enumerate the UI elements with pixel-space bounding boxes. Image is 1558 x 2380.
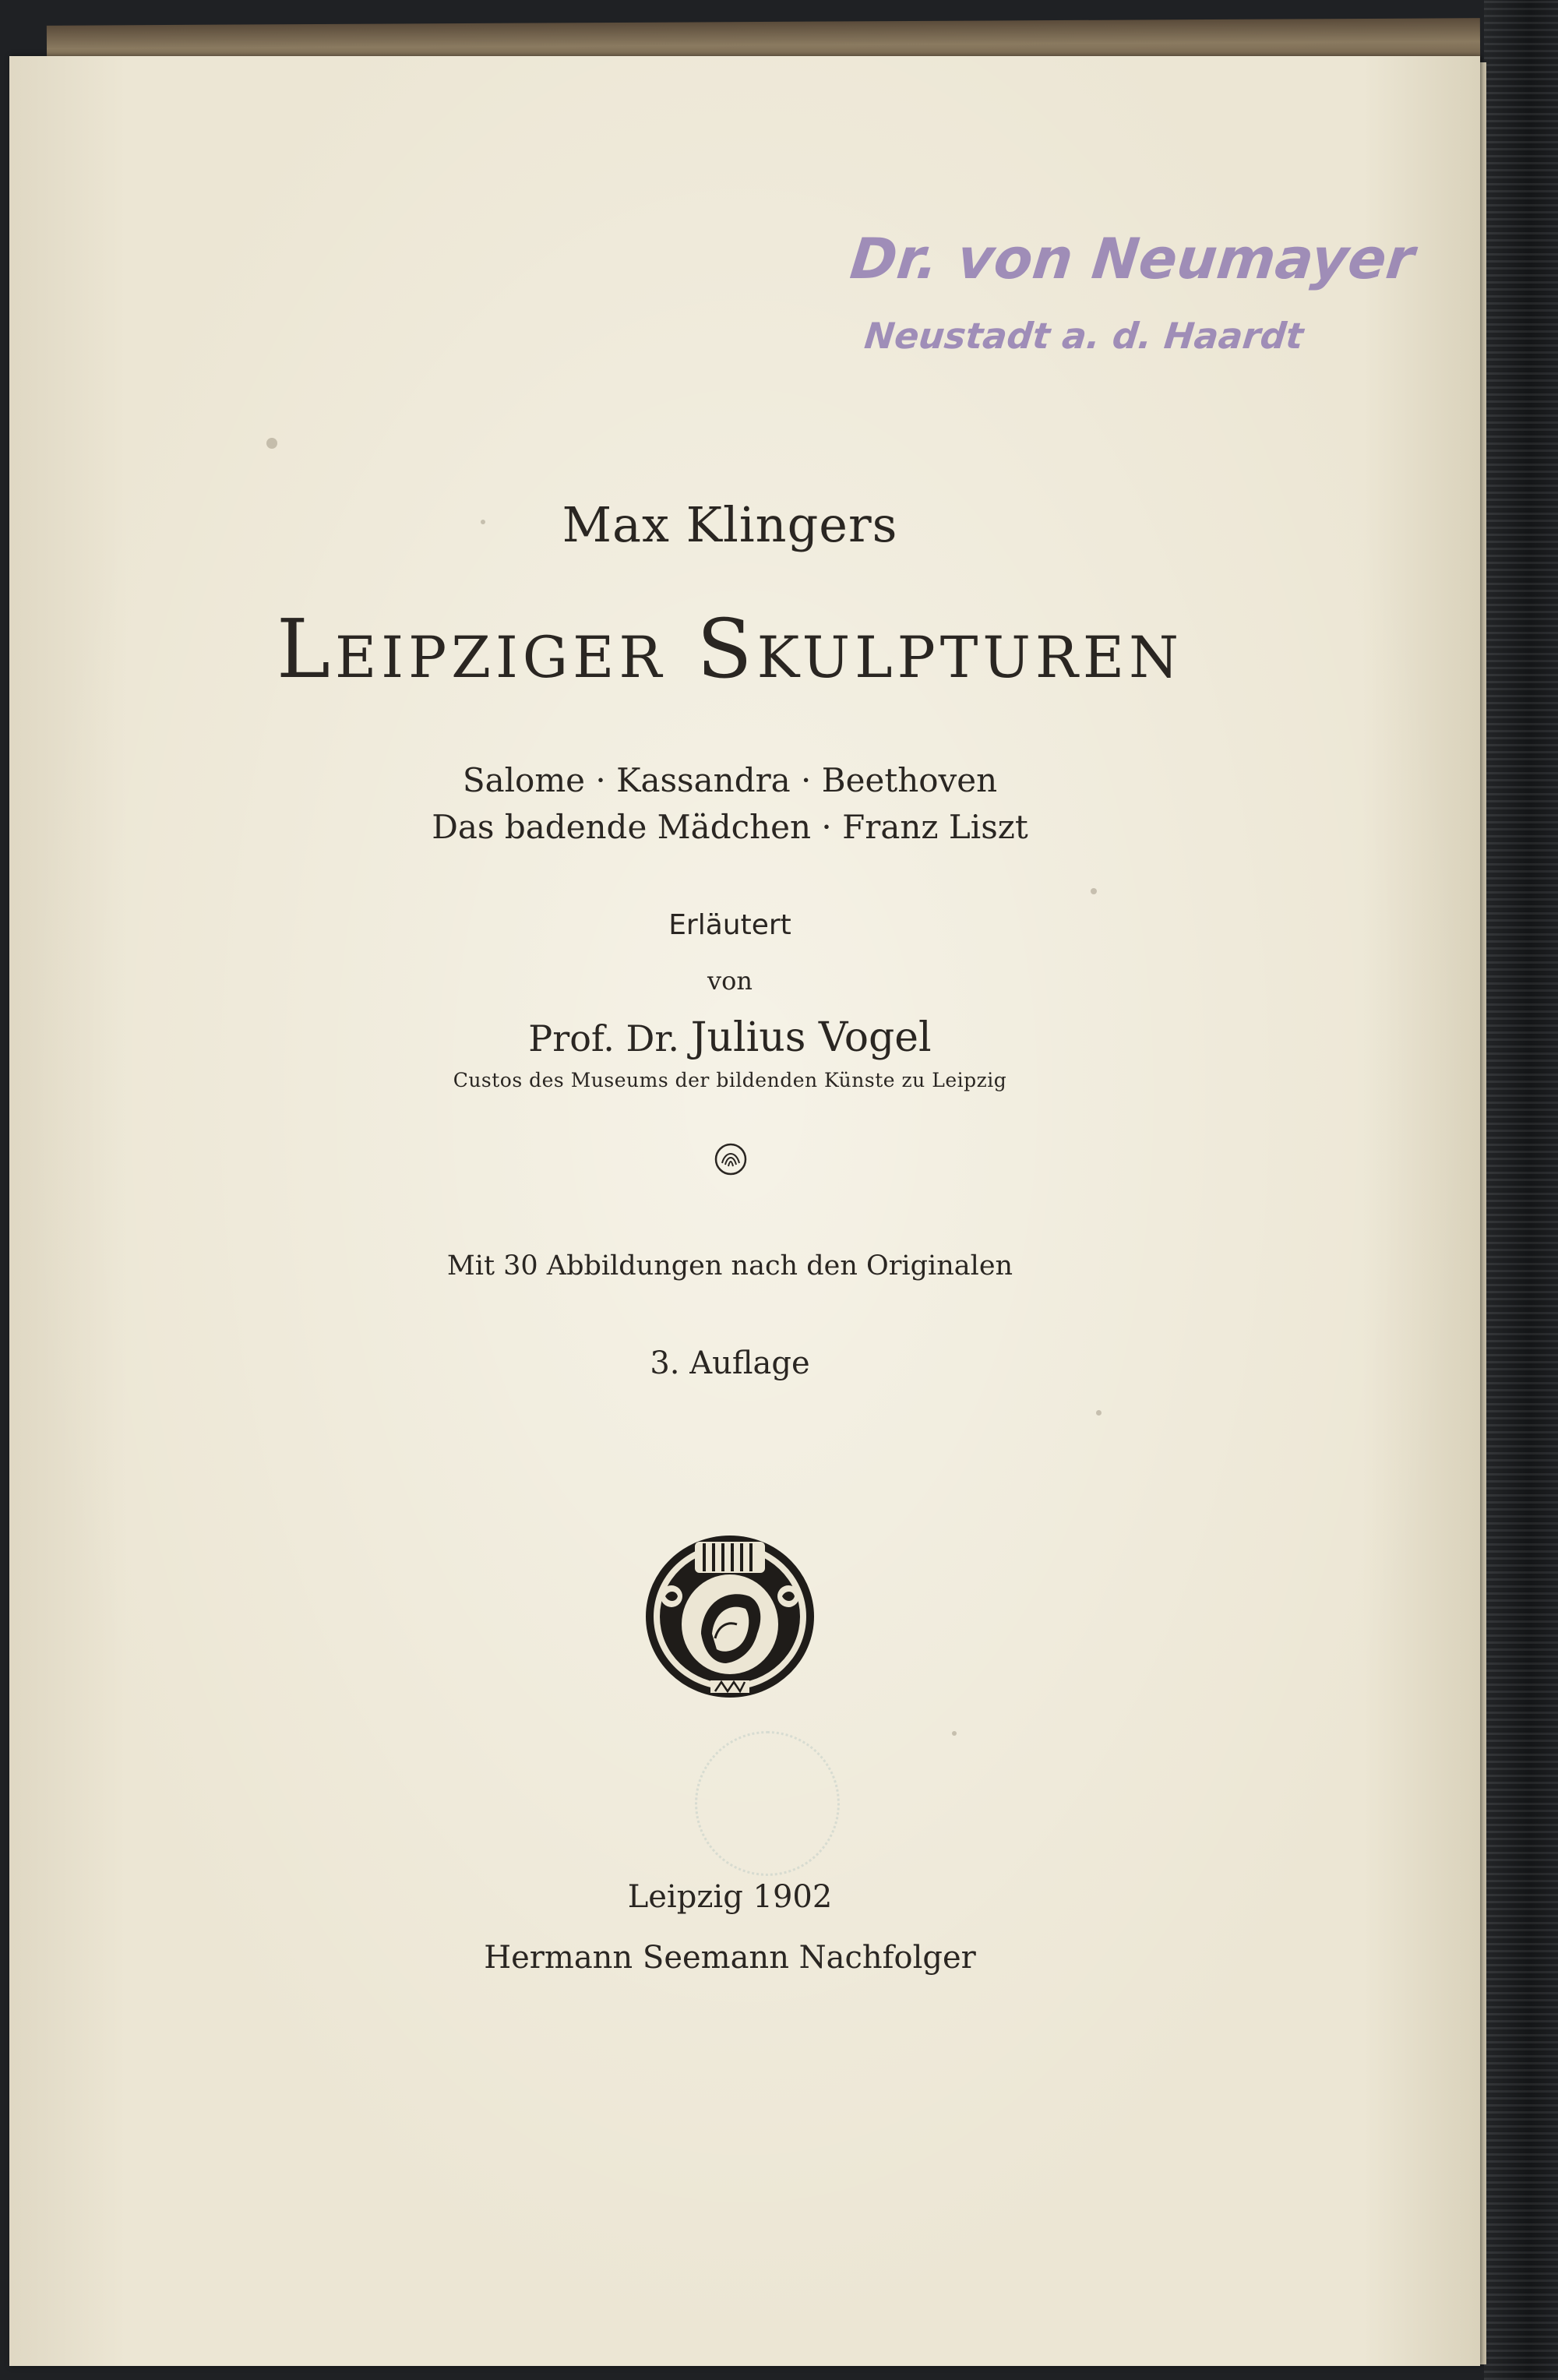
- paper-spot: [481, 520, 485, 524]
- explained-label: Erläutert: [668, 909, 791, 941]
- subtitle-line-1: Salome · Kassandra · Beethoven: [462, 761, 998, 799]
- author-credit: [9, 1014, 1450, 1061]
- author-position: Custos des Museums der bildenden Künste zu Leipzig: [453, 1069, 1007, 1091]
- publisher-name: Hermann Seemann Nachfolger: [484, 1940, 976, 1976]
- author-heading: Max Klingers: [562, 496, 898, 553]
- faint-library-stamp: [695, 1731, 840, 1876]
- place-year: Leipzig 1902: [627, 1879, 833, 1915]
- paper-spot: [266, 438, 277, 449]
- publisher-emblem-icon: [640, 1525, 820, 1704]
- fleuron-icon: [713, 1141, 749, 1177]
- author-prefix: Prof. Dr.: [528, 1017, 679, 1060]
- subtitle-line-2: Das badende Mädchen · Franz Liszt: [432, 808, 1028, 846]
- author-name: Julius Vogel: [690, 1014, 932, 1061]
- paper-spot: [952, 1731, 957, 1736]
- illustrations-note: Mit 30 Abbildungen nach den Originalen: [446, 1250, 1013, 1282]
- by-label: von: [707, 966, 753, 996]
- page-title: Leipziger Skulpturen: [276, 601, 1184, 696]
- title-page: [9, 56, 1480, 2366]
- book-binding: [1484, 0, 1558, 2380]
- ownership-stamp-line2: Neustadt a. d. Haardt: [862, 315, 1306, 357]
- ownership-stamp-line1: Dr. von Neumayer: [847, 226, 1418, 291]
- paper-spot: [1091, 888, 1097, 894]
- edition-label: 3. Auflage: [650, 1345, 810, 1381]
- paper-spot: [1096, 1410, 1102, 1416]
